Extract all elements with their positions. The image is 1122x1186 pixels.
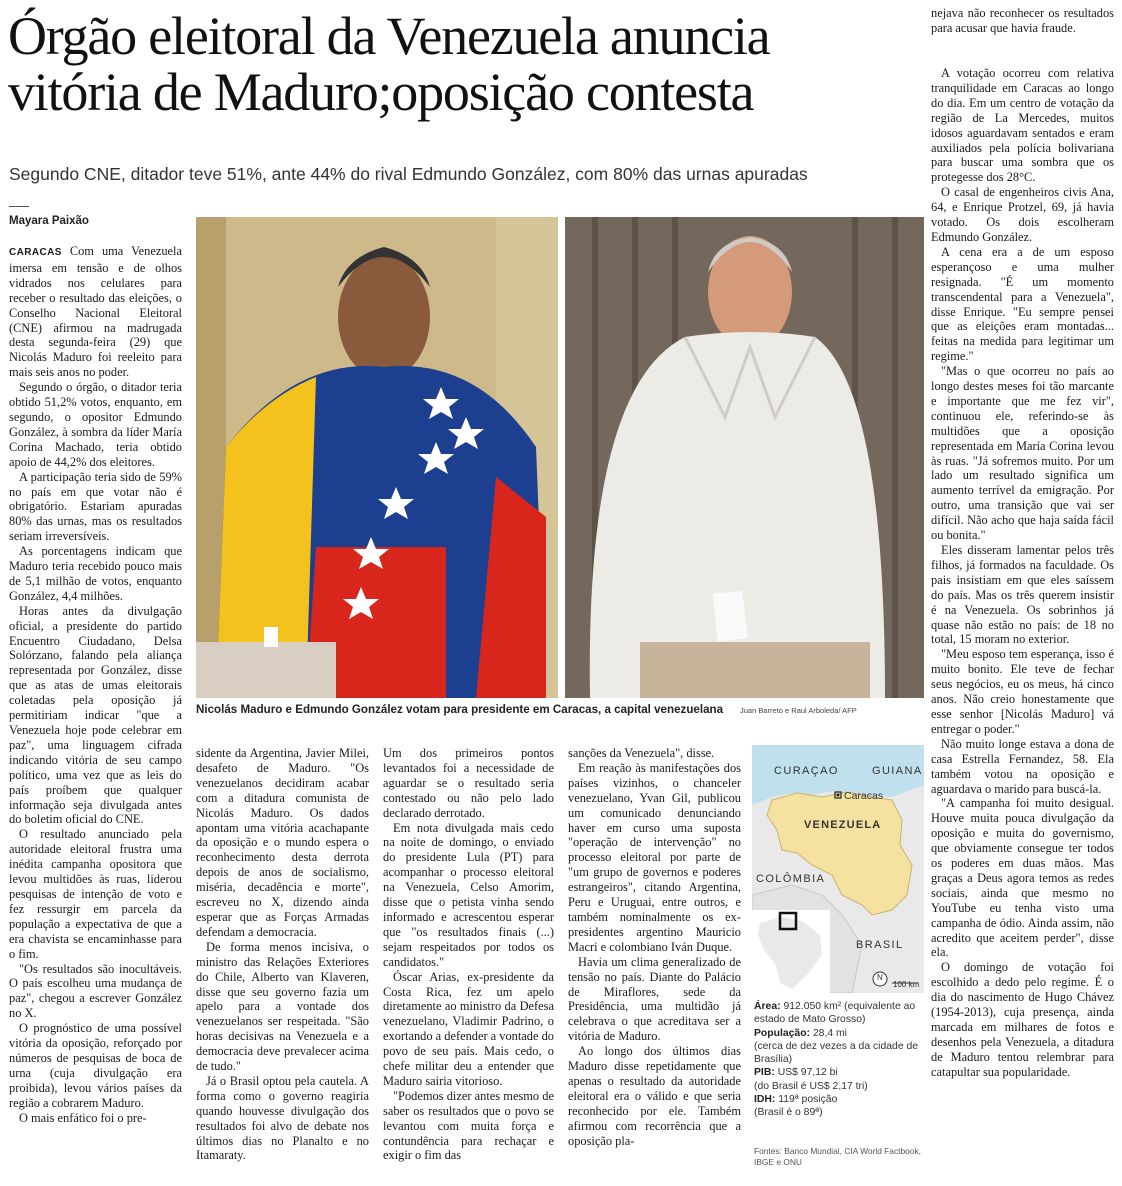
fact-pib-note: (do Brasil é US$ 2,17 tri)	[754, 1080, 868, 1092]
fact-population: População: 28,4 mi	[754, 1027, 847, 1039]
photo-gonzalez-illustration	[565, 217, 924, 698]
map-scale: 100 km	[893, 980, 920, 989]
paragraph: O domingo de votação foi escolhido a dedo pelo regime. É o dia do nascimento de Hugo Chávez (1954-2013), cuja presença, ainda marcada em milhares de fotos e desenhos pela Venezuela, a ditadura de Maduro tentou relembrar para catapultar sua popularidade.	[931, 960, 1114, 1079]
headline-line-1: Órgão eleitoral da Venezuela anuncia	[8, 6, 770, 66]
fact-area: Área: 912.050 km² (equivalente ao estado de Mato Grosso)	[754, 1001, 916, 1026]
article-column-6	[931, 66, 1114, 1174]
dateline: CARACAS	[9, 247, 62, 258]
venezuela-map	[752, 745, 924, 993]
paragraph: Já o Brasil optou pela cautela. A forma como o governo reagiria quando houvesse divulgação dos resultados foi alvo de debate nos últimos dias no Planalto e no Itamaraty.	[196, 1073, 369, 1163]
fact-sources: Fontes: Banco Mundial, CIA World Factbook, IBGE e ONU	[754, 1146, 921, 1167]
paragraph: De forma menos incisiva, o ministro das Relações Exteriores do Chile, Alberto van Klaveren, disse que seu governo fazia um apelo para a vontade dos venezuelanos ser respeitada. "São horas decisivas na Venezuela e a democracia deve prevalecer acima de tudo."	[196, 939, 369, 1074]
paragraph: Havia um clima generalizado de tensão no país. Diante do Palácio de Miraflores, sede da Presidência, uma multidão já celebrava o que acreditava ser a vitória de Maduro.	[568, 954, 741, 1044]
article-column-3	[383, 746, 554, 1174]
paragraph: "Os resultados são inocultáveis. O país escolheu uma mudança de paz", chegou a escrever González no X.	[9, 961, 182, 1021]
fact-idh: IDH: 119ª posição	[754, 1094, 838, 1106]
byline: Mayara Paixão	[9, 215, 89, 227]
paragraph: Não muito longe estava a dona de casa Estrella Fernandez, 58. Ela também votou na oposição e aguardava o marido para buscá-la.	[931, 736, 1114, 796]
paragraph: "Podemos dizer antes mesmo de saber os resultados que o povo se levantou com muita força e contundência para rechaçar e exigir o fim das	[383, 1088, 554, 1163]
country-facts	[754, 1000, 926, 1120]
paragraph: A cena era a de um esposo esperançoso e uma mulher resignada. "É um momento transcendental para a Venezuela", disse Enrique. "Eu sempre pensei que as eleições eram montadas... feitas na medida para legitimar um regime."	[931, 244, 1114, 364]
map-label-venezuela: VENEZUELA	[804, 819, 882, 831]
map-label-curacao: CURAÇAO	[774, 765, 839, 777]
subtitle: Segundo CNE, ditador teve 51%, ante 44% do rival Edmundo González, com 80% das urnas apuradas	[9, 164, 808, 184]
paragraph: Horas antes da divulgação oficial, a presidente do partido Encuentro Ciudadano, Delsa Solórzano, falando pela aliança representada por González, disse que as atas de umas eleitorais coletadas pela oposição já permitiriam indicar "que a Venezuela hoje pode celebrar em paz", uma linguagem cifrada indicando vitória de seu campo político, uma vez que as leis do país proíbem que qualquer informação seja divulgada antes do boletim oficial do CNE.	[9, 603, 182, 827]
paragraph: Óscar Arias, ex-presidente da Costa Rica, fez um apelo diretamente ao ministro da Defesa venezuelano, Vladimir Padrino, o exortando a defender a vontade do povo de seu país. Mais cedo, o chefe militar deu a entender que Maduro sairia vitorioso.	[383, 969, 554, 1088]
paragraph: O prognóstico de uma possível vitória da oposição, reforçado por números de pesquisas de boca de urna (cuja divulgação era proibida), levou vários países da região a cobrarem Maduro.	[9, 1021, 182, 1110]
paragraph: Ao longo dos últimos dias Maduro disse repetidamente que apenas o resultado da autoridade eleitoral era o válido e que seria reconhecido por ele. Também afirmou com recorrência que a oposição pla-	[568, 1044, 741, 1148]
fact-population-note: (cerca de dez vezes a da cidade de Brasília)	[754, 1040, 919, 1066]
map-label-guiana: GUIANA	[872, 765, 923, 777]
article-column-4	[568, 746, 741, 1174]
column-6-continuation: nejava não reconhecer os resultados para acusar que havia fraude.	[931, 6, 1114, 35]
paragraph: As porcentagens indicam que Maduro teria recebido pouco mais de 5,1 milhão de votos, enquanto González, 4,4 milhões.	[9, 544, 182, 603]
paragraph: sanções da Venezuela", disse.	[568, 746, 715, 760]
photo-credit: Juan Barreto e Raul Arboleda/ AFP	[740, 706, 857, 715]
paragraph: O mais enfático foi o pre-	[19, 1110, 147, 1125]
map-shapes	[752, 745, 924, 993]
headline-line-2: vitória de Maduro;oposição contesta	[8, 62, 754, 122]
compass-north-icon: N	[877, 973, 883, 982]
paragraph: O resultado anunciado pela autoridade eleitoral frustra uma inédita campanha opositora que levou multidões às ruas, liderou pesquisas de intenção de voto e fez ressurgir em parcela da população a expectativa de que a era chavista se encaminhasse para o fim.	[9, 827, 182, 961]
paragraph: Em nota divulgada mais cedo na noite de domingo, o enviado do presidente Lula (PT) para acompanhar o processo eleitoral na Venezuela, Celso Amorim, disse que o petista vinha sendo informado e acrescentou esperar que "os resultados finais (...) sejam respeitados por todos os candidatos."	[383, 820, 554, 969]
paragraph: Eles disseram lamentar pelos três filhos, já formados na faculdade. Os pais insistiam em que eles saíssem do país. Mas os três querem insistir é na Venezuela. Os sobrinhos já quase não estão no país: de 18 no total, 15 moram no exterior.	[931, 543, 1114, 647]
paragraph: "Mas o que ocorreu no país ao longo destes meses foi tão marcante e importante que me fez vir", continuou ele, referindo-se às multidões que a oposição representada em María Corina levou às ruas. "Já sofremos muito. Por um lado um resultado significa um aumento terrível da emigração. Por outro, uma transição que vai ser difícil. Não acho que haja saída fácil ou bonita."	[931, 364, 1114, 543]
map-label-caracas: Caracas	[844, 790, 884, 802]
paragraph: sidente da Argentina, Javier Milei, desafeto de Maduro. "Os venezuelanos decidiram acabar com a ditadura comunista de Nicolás Maduro. Os dados apontam uma vitória acachapante da oposição e o mundo espera o reconhecimento desta derrota depois de anos de socialismo, miséria, decadência e morte", escreveu no X, dizendo ainda esperar que as Forças Armadas defendam a democracia.	[196, 746, 369, 939]
paragraph: "Meu esposo tem esperança, isso é muito bonito. Ele teve de fechar seus negócios, eu os meus, há cinco anos. Não creio honestamente que esse senhor [Nicolás Maduro] vá entregar o poder."	[931, 647, 1114, 736]
fact-idh-note: (Brasil é o 89ª)	[754, 1107, 823, 1119]
article-column-2	[196, 746, 369, 1174]
article-column-1	[9, 244, 182, 1174]
map-label-brasil: BRASIL	[856, 939, 904, 951]
fact-pib: PIB: US$ 97,12 bi	[754, 1067, 838, 1079]
photo-maduro-illustration	[196, 217, 558, 698]
headline	[8, 8, 928, 120]
photo-maduro-voting	[196, 217, 558, 698]
paragraph: A votação ocorreu com relativa tranquilidade em Caracas ao longo do dia. Em um centro de votação da região de La Mercedes, muitos idosos aguardavam sentados e eram auxiliados pela polícia bolivariana para buscar uma sombra que os protegesse dos 28°C.	[931, 66, 1114, 185]
photo-caption: Nicolás Maduro e Edmundo González votam para presidente em Caracas, a capital venezuelana	[196, 703, 724, 716]
paragraph: Em reação às manifestações dos países vizinhos, o chanceler venezuelano, Yvan Gil, publicou um comunicado denunciando haver em curso uma suposta "operação de intervenção" no processo eleitoral por parte de "um grupo de governos e poderes estrangeiros", citando Argentina, Peru e Uruguai, entre outros, e também nominalmente os ex-presidentes argentino Mauricio Macri e colombiano Iván Duque.	[568, 760, 741, 954]
lead-paragraph: CARACAS Com uma Venezuela imersa em tensão e de olhos vidrados nos celulares para receber o resultado das eleições, o Conselho Nacional Eleitoral (CNE) afirmou na madrugada desta segunda-feira (29) que Nicolás Maduro foi reeleito para mais seis anos no poder.	[9, 244, 182, 380]
byline-rule	[9, 206, 29, 207]
paragraph: A participação teria sido de 59% no país em que votar não é obrigatório. Estariam apuradas 80% das urnas, mas os resultados seriam irreversíveis.	[9, 469, 182, 544]
map-label-colombia: COLÔMBIA	[756, 873, 826, 885]
paragraph: "A campanha foi muito desigual. Houve muita pouca divulgação da oposição e muita do governismo, que obviamente consegue ter todos os poderes em duas mãos. Mas graças a Deus agora temos as redes sociais, ainda que mesmo no YouTube eu tenha visto uma campanha de ódio. Ainda assim, não acredito que aceitem perder", disse ela.	[931, 796, 1114, 960]
paragraph: Segundo o órgão, o ditador teria obtido 51,2% votos, enquanto, em segundo, o opositor Edmundo González, à sombra da líder María Corina Machado, teria obtido apoio de 44,2% dos eleitores.	[9, 380, 182, 469]
paragraph: O casal de engenheiros civis Ana, 64, e Enrique Protzel, 69, já havia votado. Os dois escolheram Edmundo González.	[931, 185, 1114, 244]
photo-gonzalez-voting	[565, 217, 924, 698]
paragraph: Um dos primeiros pontos levantados foi a necessidade de aguardar se o resultado seria contestado ou não pelo lado declarado derrotado.	[383, 746, 554, 820]
